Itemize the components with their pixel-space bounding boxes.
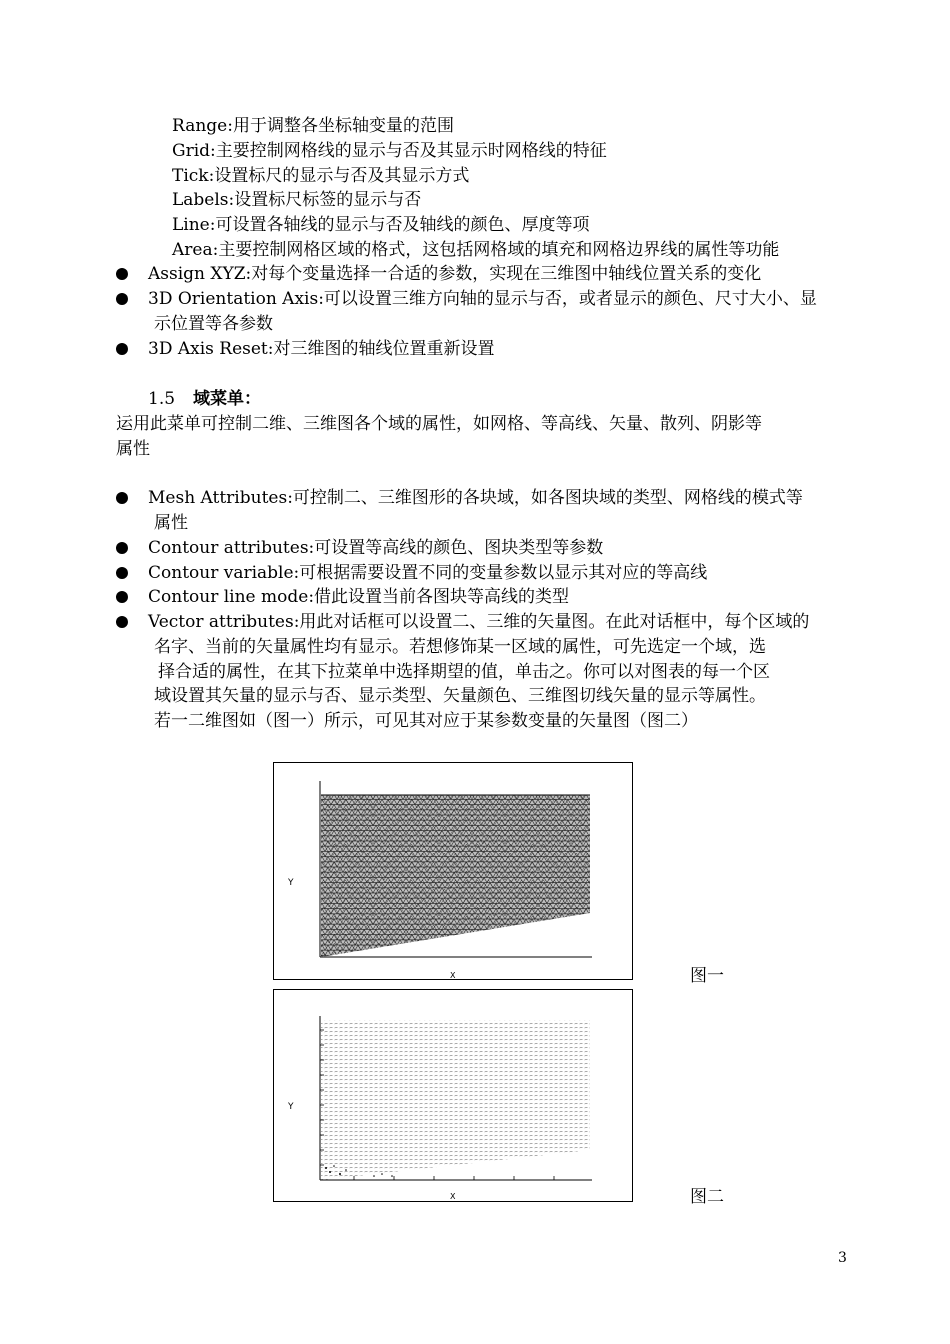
section-heading <box>148 387 261 411</box>
bullet-mesh-attributes: Mesh Attributes:可控制二、三维图形的各块域，如各图块域的类型、网格线的模式等 <box>148 488 803 508</box>
bullet-icon <box>116 567 128 579</box>
bullet-3d-orientation-axis: 3D Orientation Axis:可以设置三维方向轴的显示与否，或者显示的颜色、尺寸大小、显 <box>148 289 817 309</box>
page-number: 3 <box>838 1250 847 1266</box>
axis-item-line: Line:可设置各轴线的显示与否及轴线的颜色、厚度等项 <box>172 215 590 235</box>
bullet-contour-attributes: Contour attributes:可设置等高线的颜色、图块类型等参数 <box>148 538 604 558</box>
bullet-icon <box>116 343 128 355</box>
figure-mesh-ylabel: Y <box>288 878 294 888</box>
bullet-contour-line-mode: Contour line mode:借此设置当前各图块等高线的类型 <box>148 587 570 607</box>
figure-mesh-caption: 图一 <box>690 966 724 986</box>
bullet-icon <box>116 616 128 628</box>
bullet-assign-xyz: Assign XYZ:对每个变量选择一合适的参数，实现在三维图中轴线位置关系的变化 <box>148 264 762 284</box>
axis-item-range: Range:用于调整各坐标轴变量的范围 <box>172 116 454 136</box>
bullet-contour-variable: Contour variable:可根据需要设置不同的变量参数以显示其对应的等高线 <box>148 563 708 583</box>
axis-item-grid: Grid:主要控制网格线的显示与否及其显示时网格线的特征 <box>172 141 607 161</box>
section-intro: 运用此菜单可控制二维、三维图各个域的属性，如网格、等高线、矢量、散列、阴影等 <box>116 414 762 434</box>
bullet-icon <box>116 542 128 554</box>
figure-mesh <box>273 762 633 980</box>
figure-vector-xlabel: X <box>450 1192 456 1201</box>
section-title: 域菜单： <box>193 389 262 409</box>
bullet-icon <box>116 492 128 504</box>
axis-item-tick: Tick:设置标尺的显示与否及其显示方式 <box>172 166 470 186</box>
axis-item-area: Area:主要控制网格区域的格式，这包括网格域的填充和网格边界线的属性等功能 <box>172 240 780 260</box>
bullet-vector-attributes-cont-3: 域设置其矢量的显示与否、显示类型、矢量颜色、三维图切线矢量的显示等属性。 <box>154 686 766 706</box>
figure-vector <box>273 989 633 1202</box>
figure-mesh-xlabel: X <box>450 971 456 979</box>
bullet-vector-attributes-cont-1: 名字、当前的矢量属性均有显示。若想修饰某一区域的属性，可先选定一个域，选 <box>154 637 766 657</box>
axis-item-labels: Labels:设置标尺标签的显示与否 <box>172 190 422 210</box>
bullet-mesh-attributes-cont: 属性 <box>154 513 188 533</box>
figure-vector-caption: 图二 <box>690 1187 724 1207</box>
bullet-3d-axis-reset: 3D Axis Reset:对三维图的轴线位置重新设置 <box>148 339 495 359</box>
bullet-3d-orientation-axis-cont: 示位置等各参数 <box>154 314 273 334</box>
bullet-vector-attributes-cont-4: 若一二维图如（图一）所示，可见其对应于某参数变量的矢量图（图二） <box>154 711 698 731</box>
bullet-icon <box>116 293 128 305</box>
bullet-icon <box>116 591 128 603</box>
bullet-icon <box>116 268 128 280</box>
bullet-vector-attributes: Vector attributes:用此对话框可以设置二、三维的矢量图。在此对话框中，每个区域的 <box>148 612 810 632</box>
bullet-vector-attributes-cont-2: 择合适的属性，在其下拉菜单中选择期望的值，单击之。你可以对图表的每一个区 <box>158 662 770 682</box>
section-intro-cont: 属性 <box>116 439 150 459</box>
figure-vector-ylabel: Y <box>288 1102 294 1112</box>
section-number: 1.5 <box>148 389 176 409</box>
